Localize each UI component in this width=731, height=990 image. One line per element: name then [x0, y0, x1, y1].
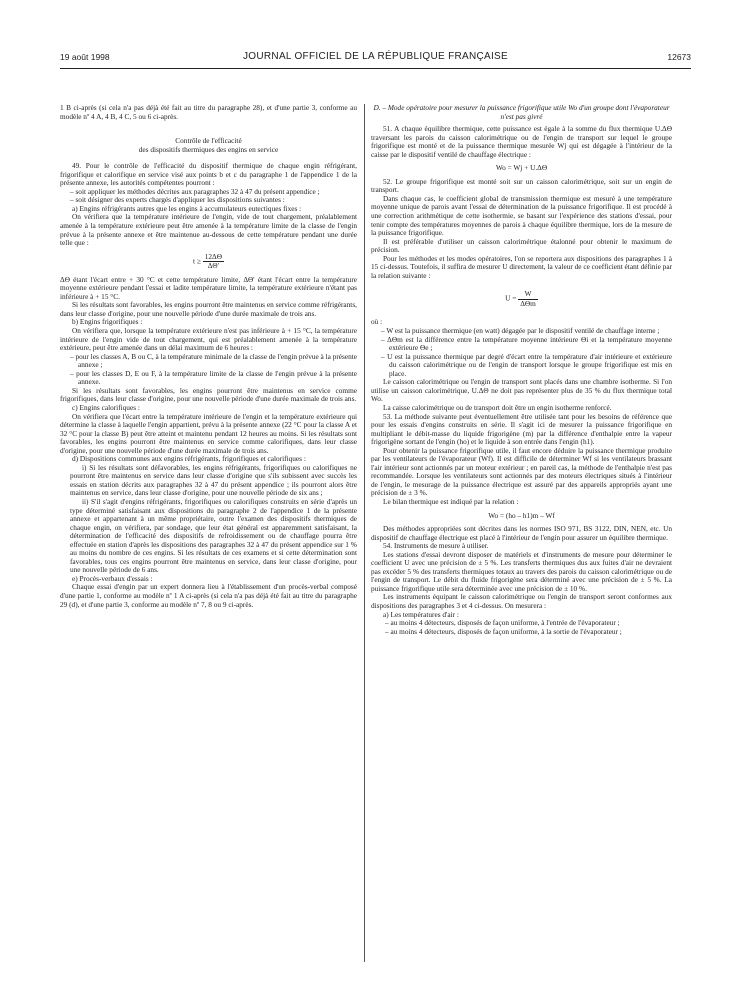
paragraph: Les instruments équipant le caisson calorimétrique ou l'engin de transport seront conformes aux dispositions des paragraphes 3 et 4 ci-dessus. On mesurera :	[371, 592, 672, 610]
list-item: – W est la puissance thermique (en watt) dégagée par le dispositif ventilé de chauffage interne ;	[381, 326, 660, 336]
paragraph-54: 54. Instruments de mesure à utiliser.	[383, 541, 489, 551]
page-number: 12673	[667, 52, 691, 62]
paragraph: On vérifiera que la température intérieure de l'engin, vide de tout chargement, préalablement amenée à la température extérieure peut être amenée à la température limite de la classe de l'engin prévue à la présente annexe et être maintenue au-dessous de cette température pendant une durée telle que :	[60, 212, 357, 248]
paragraph: Le caisson calorimétrique ou l'engin de transport sont placés dans une chambre isotherme. Si l'on utilise un caisson calorimétrique, U.ΔΘ ne doit pas représenter plus de 35 % du flux thermique total Wo.	[371, 377, 672, 404]
list-item: – pour les classes D, E ou F, à la température limite de la classe de l'engin prévue à la présente annexe.	[70, 368, 357, 387]
numerator: W	[518, 290, 538, 300]
right-column	[371, 104, 672, 636]
formula-wo: Wo = Wj + U.ΔΘ	[495, 163, 548, 173]
formula-u	[371, 290, 672, 308]
subheading-b: b) Engins frigorifiques :	[72, 317, 143, 327]
section-heading-d: D. – Mode opératoire pour mesurer la puissance frigorifique utile Wo d'un groupe dont l'évaporateur n'est pas givré	[373, 103, 670, 121]
fraction	[203, 253, 224, 271]
list-item: – pour les classes A, B ou C, à la température minimale de la classe de l'engin prévue à la présente annexe ;	[70, 351, 358, 370]
paragraph: Il est préférable d'utiliser un caisson calorimétrique étalonné pour obtenir le maximum de précision.	[371, 236, 672, 255]
list-item: – U est la puissance thermique par degré d'écart entre la température d'air intérieure et extérieure du caisson calorimétrique ou de l'engin de transport lorsque le groupe frigorifique est mis en place.	[381, 351, 672, 378]
left-column	[60, 104, 357, 609]
paragraph: Des méthodes appropriées sont décrites dans les normes ISO 971, BS 3122, DIN, NEN, etc. Un dispositif de chauffage électrique est placé à l'intérieur de l'engin pour assurer un équilibre thermique.	[371, 524, 672, 542]
subheading-a: a) Engins réfrigérants autres que les engins à accumulateurs eutectiques fixes :	[72, 203, 302, 213]
list-item: – au moins 4 détecteurs, disposés de façon uniforme, à l'entrée de l'évaporateur ;	[385, 618, 620, 628]
list-item: – soit appliquer les méthodes décrites aux paragraphes 32 à 47 du présent appendice ;	[70, 186, 320, 196]
list-item: – au moins 4 détecteurs, disposés de façon uniforme, à la sortie de l'évaporateur ;	[385, 626, 622, 636]
list-item: – soit désigner des experts chargés d'appliquer les dispositions suivantes :	[70, 195, 285, 205]
paragraph: où :	[371, 317, 383, 327]
section-heading: Contrôle de l'efficacité	[175, 136, 242, 146]
paragraph: Dans chaque cas, le coefficient global de transmission thermique est mesuré à une température moyenne unique de parois avant l'essai de détermination de la puissance frigorifique. Il est procédé à une correction arithmétique de cette isothermie, se basant sur l'expérience des stations d'essai, pour tenir compte des températures moyennes de parois à chaque équilibre thermique, lors de la mesure de la puissance frigorifique.	[371, 193, 672, 238]
paragraph: Si les résultats sont favorables, les engins pourront être maintenus en service comme frigorifiques, dans leur classe d'origine, pour une nouvelle période d'une durée maximale de trois ans.	[60, 385, 357, 404]
paragraph-51: 51. A chaque équilibre thermique, cette puissance est égale à la somme du flux thermique U.ΔΘ traversant les parois du caisson calorimétrique ou de l'engin de transport sur lequel le groupe frigorifique est monté et de la puissance thermique mesurée Wj qui est dégagée à l'intérieur de la caisse par le dispositif ventilé de chauffage électrique :	[371, 124, 672, 159]
numerator: 12ΔΘ	[204, 251, 222, 261]
formula-lhs: t ≥	[193, 256, 201, 266]
paragraph: La caisse calorimétrique ou de transport doit être un engin isotherme renforcé.	[383, 402, 612, 412]
paragraph-49: 49. Pour le contrôle de l'efficacité du dispositif thermique de chaque engin réfrigérant, frigorifique et calorifique en service visé aux points b et c du paragraphe 1 de l'appendice 1 de la présente annexe, les autorités compétentes pourront :	[60, 161, 357, 188]
paragraph: Les stations d'essai devront disposer de matériels et d'instruments de mesure pour déterminer le coefficient U avec une précision de ± 5 %. Les transferts thermiques dus aux fuites d'air ne devraient pas excéder 5 % des transferts thermiques totaux au travers des parois du caisson calorimétrique ou de l'engin de transport. Le débit du fluide frigorigène sera déterminé avec une précision de ± 5 %. La puissance frigorifique utile sera déterminée avec une précision de ± 10 %.	[371, 549, 672, 593]
subheading-a: a) Les températures d'air :	[383, 609, 459, 619]
issue-date: 19 août 1998	[60, 52, 110, 62]
subheading-d: d) Dispositions communes aux engins réfrigérants, frigorifiques et calorifiques :	[72, 454, 306, 464]
paragraph: On vérifiera que, lorsque la température extérieure n'est pas inférieure à + 15 °C, la température intérieure de l'engin vide de tout chargement, qui est préalablement amenée à la température extérieure, peut être amenée dans un délai maximum de 6 heures :	[60, 326, 357, 353]
paragraph: 1 B ci-après (si cela n'a pas déjà été fait au titre du paragraphe 28), et d'une partie 3, conforme au modèle nº 4 A, 4 B, 4 C, 5 ou 6 ci-après.	[60, 103, 357, 121]
subheading-e: e) Procès-verbaux d'essais :	[72, 573, 153, 583]
denominator: ΔΘm	[520, 298, 536, 308]
paragraph: ii) S'il s'agit d'engins réfrigérants, frigorifiques ou calorifiques construits en série d'après un type déterminé satisfaisant aux dispositions du paragraphe 2 de l'appendice 1 de la présente annexe et appartenant à un même propriétaire, outre l'examen des dispositifs thermiques de chaque engin, on vérifiera, par sondage, que leur état général est apparemment satisfaisant, la détermination de l'efficacité des dispositifs de refroidissement ou de chauffage pourra être effectuée en station d'après les dispositions des paragraphes 32 à 47 du présent appendice sur 1 % au moins du nombre de ces engins. Si les résultats de ces examens et si cette détermination sont favorables, tous ces engins pourront être maintenus en service, dans leur classe d'origine, pour une nouvelle période de 6 ans.	[70, 496, 357, 575]
journal-title: JOURNAL OFFICIEL DE LA RÉPUBLIQUE FRANÇAISE	[243, 51, 508, 62]
section-heading: des dispositifs thermiques des engins en service	[138, 144, 279, 154]
paragraph: ΔΘ étant l'écart entre + 30 °C et cette température limite, ΔΘ' étant l'écart entre la température moyenne extérieure pendant l'essai et ladite température limite, la température extérieure n'étant pas inférieure à + 15 °C.	[60, 274, 357, 301]
paragraph: Chaque essai d'engin par un expert donnera lieu à l'établissement d'un procès-verbal composé d'une partie 1, conforme au modèle nº 1 A ci-après (si cela n'a pas déjà été fait au titre du paragraphe 29 (d), et d'une partie 3, conforme au modèle nº 7, 8 ou 9 ci-après.	[60, 582, 357, 609]
denominator: ΔΘ'	[207, 261, 219, 271]
list-item: – ΔΘm est la différence entre la température moyenne intérieure Θi et la température moyenne extérieure Θe ;	[381, 334, 672, 353]
page-header	[60, 52, 691, 69]
formula-lhs: U =	[505, 294, 517, 304]
paragraph: On vérifiera que l'écart entre la température intérieure de l'engin et la température extérieure qui détermine la classe à laquelle l'engin appartient, prévu à la présente annexe (22 °C pour la classe A et 32 °C pour la classe B) peut être atteint et maintenu pendant 12 heures au moins. Si les résultats sont favorables, les engins pourront être maintenus en service comme calorifiques, dans leur classe d'origine, pour une nouvelle période d'une durée maximale de trois ans.	[60, 411, 357, 455]
paragraph: i) Si les résultats sont défavorables, les engins réfrigérants, frigorifiques ou calorifiques ne pourront être maintenus en service dans leur classe d'origine que s'ils subissent avec succès les essais en station décrits aux paragraphes 32 à 47 du présent appendice ; ils pourront alors être maintenus en service, dans leur classe d'origine, pour une nouvelle période de six ans ;	[70, 462, 357, 498]
paragraph: Le bilan thermique est indiqué par la relation :	[383, 496, 519, 506]
fraction	[518, 290, 538, 308]
subheading-c: c) Engins calorifiques :	[72, 402, 140, 412]
paragraph: Pour obtenir la puissance frigorifique utile, il faut encore déduire la puissance thermique produite par les ventilateurs de l'évaporateur (Wf). Il est difficile de déterminer Wf si les ventilateurs brassant l'air intérieur sont actionnés par un moteur extérieur ; en pareil cas, la méthode de l'enthalpie n'est pas recommandée. Lorsque les ventilateurs sont actionnés par des moteurs électriques situés à l'intérieur de l'engin, le mesurage de la puissance électrique est assuré par des appareils appropriés ayant une précision de ± 3 %.	[371, 445, 672, 498]
paragraph-53: 53. La méthode suivante peut éventuellement être utilisée tant pour les besoins de référence que pour les essais d'engins construits en série. Il s'agit ici de mesurer la puissance frigorifique en multipliant le débit-masse du liquide frigorigène (m) par la différence d'enthalpie entre la vapeur frigorigène sortant de l'engin (ho) et le liquide à son entrée dans l'engin (h1).	[371, 411, 672, 447]
paragraph: Si les résultats sont favorables, les engins pourront être maintenus en service comme réfrigérants, dans leur classe d'origine, pour une nouvelle période d'une durée maximale de trois ans.	[60, 300, 357, 318]
formula-enthalpy: Wo = (ho – h1)m – Wf	[488, 510, 555, 520]
formula-t	[60, 253, 357, 271]
paragraph: Pour les méthodes et les modes opératoires, l'on se reportera aux dispositions des paragraphes 1 à 15 ci-dessus. Toutefois, il suffira de mesurer U directement, la valeur de ce coefficient étant définie par la relation suivante :	[371, 253, 672, 280]
column-divider	[364, 104, 365, 962]
paragraph-52: 52. Le groupe frigorifique est monté soit sur un caisson calorimétrique, soit sur un engin de transport.	[371, 176, 672, 195]
